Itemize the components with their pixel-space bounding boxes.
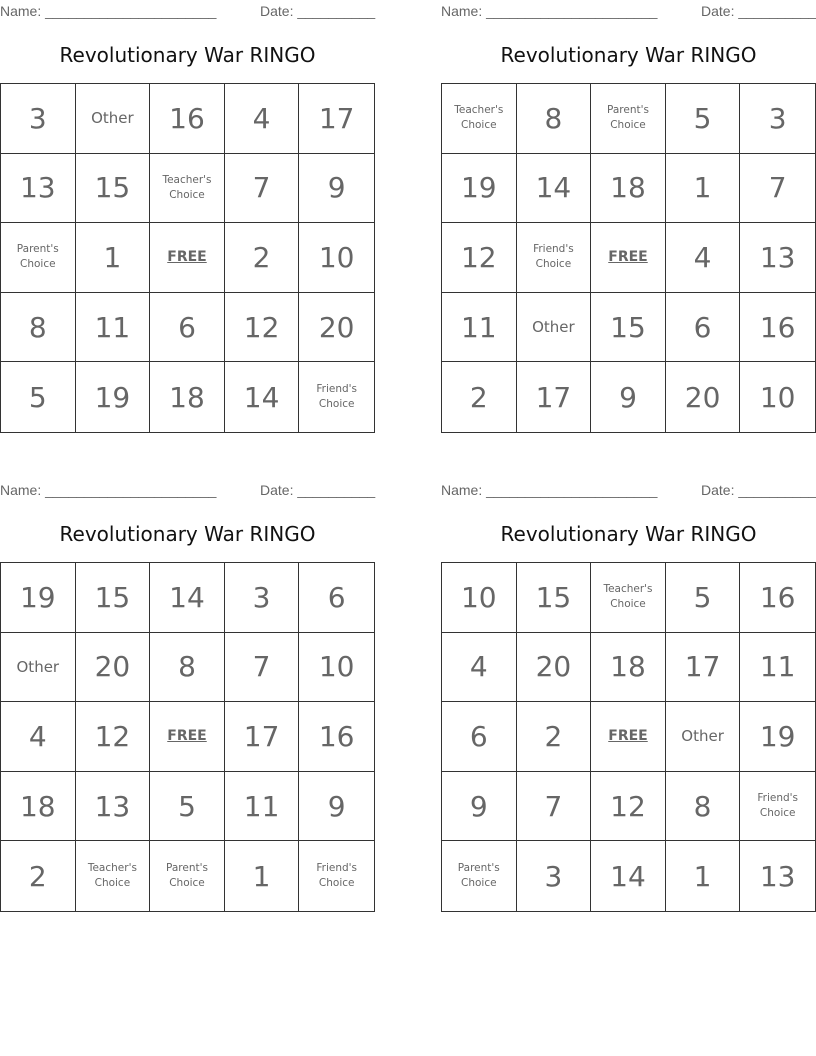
bingo-cell: 6 — [666, 293, 741, 363]
bingo-cell: 4 — [1, 702, 76, 772]
bingo-cell: Teacher's Choice — [591, 563, 666, 633]
bingo-cell: 3 — [1, 84, 76, 154]
bingo-cell: 2 — [225, 223, 300, 293]
bingo-cell: 15 — [76, 154, 151, 224]
bingo-cell: 16 — [740, 563, 815, 633]
bingo-cell: 10 — [442, 563, 517, 633]
bingo-cell: 19 — [442, 154, 517, 224]
bingo-cell: 18 — [150, 362, 225, 432]
name-line: Name: ______________________ — [0, 3, 217, 19]
name-line: Name: ______________________ — [441, 482, 658, 498]
bingo-cell: 10 — [299, 633, 374, 703]
date-line: Date: __________ — [701, 3, 816, 19]
bingo-cell: 7 — [517, 772, 592, 842]
bingo-cell: 10 — [759, 380, 796, 414]
bingo-cell: 12 — [76, 702, 151, 772]
bingo-cell: Other — [76, 84, 151, 154]
free-space-cell: FREE — [150, 223, 225, 293]
bingo-cell: Other — [517, 293, 592, 363]
date-line: Date: __________ — [701, 482, 816, 498]
bingo-cell: 11 — [225, 772, 300, 842]
card-title: Revolutionary War RINGO — [59, 43, 316, 67]
card-title: Revolutionary War RINGO — [500, 522, 757, 546]
bingo-cell: 11 — [740, 633, 815, 703]
bingo-cell: Parent's Choice — [150, 841, 225, 911]
bingo-cell: 14 — [517, 154, 592, 224]
bingo-card — [0, 479, 375, 914]
bingo-cell: 10 — [299, 223, 374, 293]
bingo-cell: 17 — [225, 702, 300, 772]
bingo-cell: Teacher's Choice — [442, 84, 517, 154]
free-space-cell: FREE — [150, 702, 225, 772]
bingo-cell: Friend's Choice — [316, 383, 358, 411]
bingo-cell: 4 — [666, 223, 741, 293]
bingo-cell: 11 — [442, 293, 517, 363]
bingo-cell: 18 — [591, 633, 666, 703]
bingo-cell: 18 — [1, 772, 76, 842]
bingo-cell: 9 — [442, 772, 517, 842]
bingo-grid — [0, 83, 375, 433]
bingo-cell: 13 — [759, 859, 796, 893]
bingo-cell: 15 — [517, 563, 592, 633]
bingo-cell: 5 — [666, 84, 741, 154]
bingo-cell: 15 — [76, 563, 151, 633]
bingo-cell: 14 — [150, 563, 225, 633]
bingo-cell: 1 — [225, 841, 300, 911]
bingo-cell: Other — [1, 633, 76, 703]
bingo-cell: 17 — [517, 362, 592, 432]
bingo-cell: 12 — [591, 772, 666, 842]
bingo-grid — [441, 83, 816, 433]
bingo-cell: 5 — [666, 563, 741, 633]
bingo-cell: 8 — [150, 633, 225, 703]
bingo-cell: Parent's Choice — [591, 84, 666, 154]
bingo-cell: 16 — [740, 293, 815, 363]
bingo-cell: 8 — [666, 772, 741, 842]
bingo-cell: 19 — [76, 362, 151, 432]
bingo-cell: 20 — [666, 362, 741, 432]
bingo-cell: Other — [666, 702, 741, 772]
card-title: Revolutionary War RINGO — [59, 522, 316, 546]
bingo-cell: 5 — [150, 772, 225, 842]
bingo-cell: 20 — [517, 633, 592, 703]
bingo-cell: 3 — [740, 84, 815, 154]
bingo-grid — [0, 562, 375, 912]
bingo-cell: Friend's Choice — [517, 223, 592, 293]
bingo-cell: 13 — [76, 772, 151, 842]
bingo-card — [441, 479, 816, 914]
free-space-cell: FREE — [591, 223, 666, 293]
bingo-cell: 3 — [517, 841, 592, 911]
bingo-cell: 18 — [591, 154, 666, 224]
bingo-cell: 6 — [442, 702, 517, 772]
date-line: Date: __________ — [260, 482, 376, 498]
bingo-cell: Friend's Choice — [316, 862, 358, 890]
bingo-cell: 7 — [225, 633, 300, 703]
bingo-cell: 1 — [666, 154, 741, 224]
bingo-cell: 15 — [591, 293, 666, 363]
bingo-cell: 13 — [1, 154, 76, 224]
bingo-cell: 2 — [1, 841, 76, 911]
bingo-cell: 19 — [740, 702, 815, 772]
bingo-cell: 14 — [225, 362, 300, 432]
bingo-cell: 19 — [1, 563, 76, 633]
bingo-cell: 6 — [299, 563, 374, 633]
bingo-cell: 20 — [299, 293, 374, 363]
bingo-cell: 13 — [740, 223, 815, 293]
bingo-cell: 4 — [225, 84, 300, 154]
bingo-card — [0, 0, 375, 435]
bingo-cell: Parent's Choice — [442, 841, 517, 911]
bingo-cell: 3 — [225, 563, 300, 633]
bingo-cell: 14 — [591, 841, 666, 911]
bingo-cell: 9 — [591, 362, 666, 432]
bingo-cell: 5 — [1, 362, 76, 432]
bingo-cell: 11 — [76, 293, 151, 363]
bingo-cell: 12 — [442, 223, 517, 293]
bingo-cell: 8 — [1, 293, 76, 363]
bingo-cell: 20 — [76, 633, 151, 703]
bingo-cell: 9 — [299, 154, 374, 224]
date-line: Date: __________ — [260, 3, 376, 19]
bingo-cell: Friend's Choice — [740, 772, 815, 842]
name-line: Name: ______________________ — [441, 3, 658, 19]
bingo-cell: 7 — [740, 154, 815, 224]
bingo-cell: 2 — [442, 362, 517, 432]
bingo-card — [441, 0, 816, 435]
name-line: Name: ______________________ — [0, 482, 217, 498]
bingo-cell: 2 — [517, 702, 592, 772]
bingo-cell: 1 — [76, 223, 151, 293]
card-title: Revolutionary War RINGO — [500, 43, 757, 67]
bingo-cell: 7 — [225, 154, 300, 224]
bingo-cell: Parent's Choice — [1, 223, 76, 293]
bingo-cell: 1 — [666, 841, 741, 911]
bingo-cell: Teacher's Choice — [150, 154, 225, 224]
bingo-cell: 6 — [150, 293, 225, 363]
bingo-cell: 8 — [517, 84, 592, 154]
bingo-cell: 17 — [299, 84, 374, 154]
bingo-cell: 9 — [299, 772, 374, 842]
bingo-cell: 16 — [150, 84, 225, 154]
bingo-cell: 16 — [299, 702, 374, 772]
bingo-cell: 4 — [442, 633, 517, 703]
free-space-cell: FREE — [591, 702, 666, 772]
bingo-cell: Teacher's Choice — [76, 841, 151, 911]
bingo-cell: 12 — [225, 293, 300, 363]
bingo-grid — [441, 562, 816, 912]
bingo-cell: 17 — [666, 633, 741, 703]
